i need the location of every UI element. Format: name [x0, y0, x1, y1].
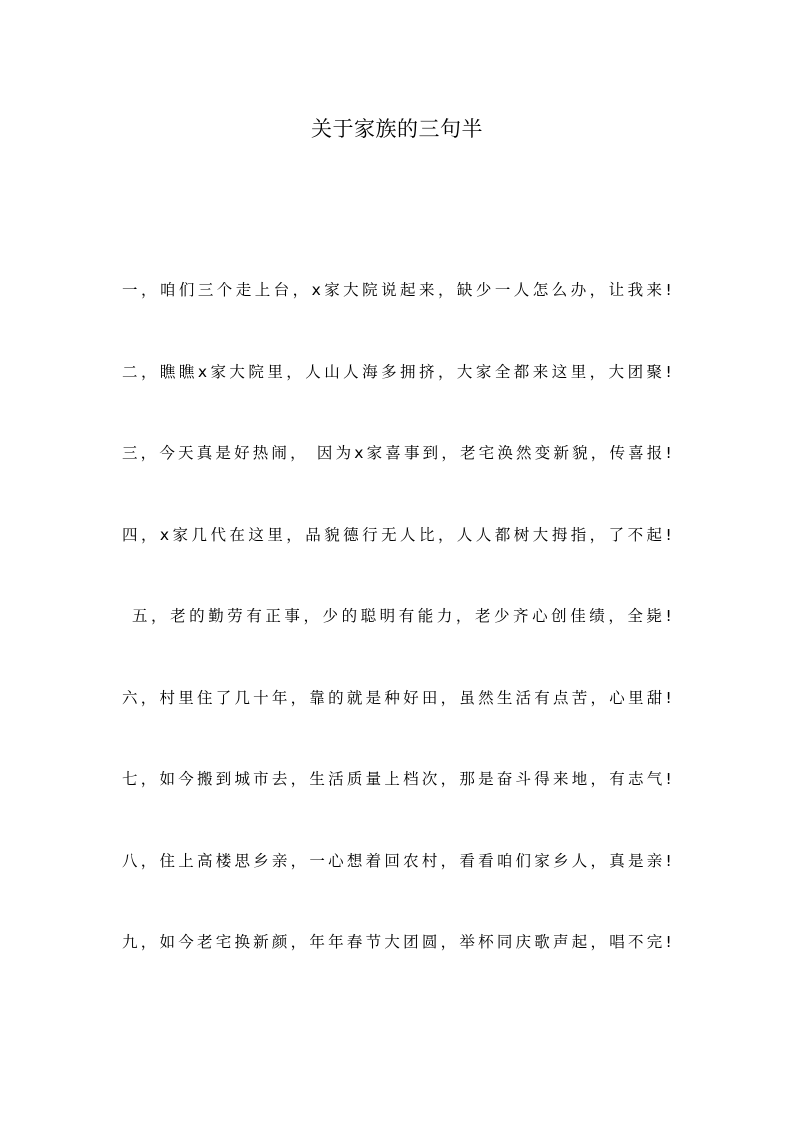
verse-line-9: 九，如今老宅换新颜，年年春节大团圆，举杯同庆歌声起，唱不完!	[122, 933, 672, 951]
verse-line-6: 六，村里住了几十年，靠的就是种好田，虽然生活有点苦，心里甜!	[122, 688, 672, 707]
verse-line-5: 五，老的勤劳有正事，少的聪明有能力，老少齐心创佳绩，全毙!	[132, 607, 672, 625]
verse-line-1: 一，咱们三个走上台，x家大院说起来，缺少一人怎么办，让我来!	[122, 281, 672, 299]
verse-list	[122, 276, 672, 1010]
verse-line-3: 三，今天真是好热闹， 因为x家喜事到，老宅涣然变新貌，传喜报!	[122, 444, 672, 462]
verse-line-4: 四，x家几代在这里，品貌德行无人比，人人都树大拇指，了不起!	[122, 525, 672, 544]
page-title: 关于家族的三句半	[311, 117, 483, 141]
verse-line-2: 二，瞧瞧x家大院里，人山人海多拥挤，大家全都来这里，大团聚!	[122, 362, 672, 381]
verse-line-7: 七，如今搬到城市去，生活质量上档次，那是奋斗得来地，有志气!	[122, 770, 672, 788]
verse-line-8: 八，住上高楼思乡亲，一心想着回农村，看看咱们家乡人，真是亲!	[122, 851, 672, 870]
